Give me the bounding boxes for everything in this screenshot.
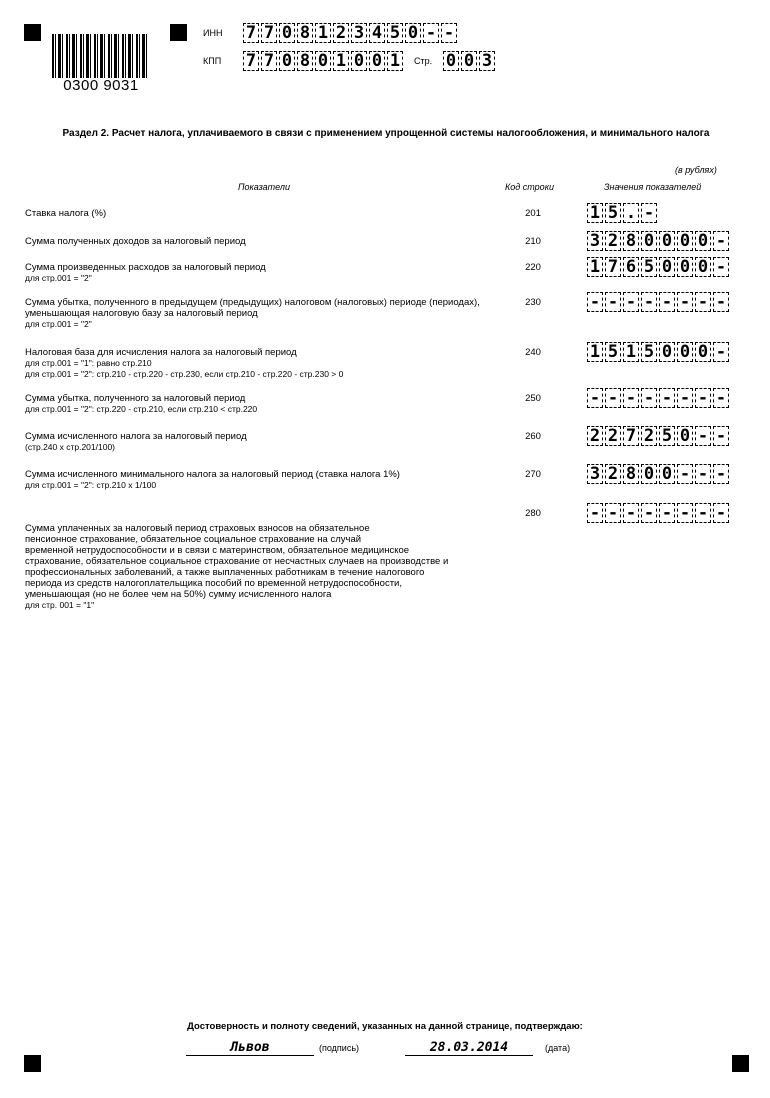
- value-cell: -: [713, 503, 729, 523]
- row-main-text: Сумма исчисленного минимального налога за налоговый период (ставка налога 1%): [25, 469, 400, 480]
- kpp-field[interactable]: [243, 51, 405, 71]
- row-280-value-field[interactable]: [587, 503, 731, 523]
- row-note-text: для стр.001 = "2": [25, 319, 92, 329]
- inn-cell: 5: [387, 23, 403, 43]
- value-cell: 0: [659, 342, 675, 362]
- value-cell: -: [713, 231, 729, 251]
- kpp-cell: 1: [333, 51, 349, 71]
- row-260-label: [25, 431, 485, 453]
- value-cell: -: [587, 503, 603, 523]
- inn-cell: 0: [405, 23, 421, 43]
- row-main-text: Сумма убытка, полученного за налоговый период: [25, 393, 246, 404]
- value-cell: -: [677, 503, 693, 523]
- kpp-cell: 0: [351, 51, 367, 71]
- value-cell: 2: [587, 426, 603, 446]
- barcode: [52, 34, 150, 80]
- inn-cell: 7: [261, 23, 277, 43]
- kpp-cell: 7: [261, 51, 277, 71]
- row-220-value-field[interactable]: [587, 257, 731, 277]
- row-code: 280: [525, 508, 541, 519]
- value-cell: -: [587, 388, 603, 408]
- section-title: Раздел 2. Расчет налога, уплачиваемого в связи с применением упрощенной системы налогообложения, и минимального налога: [62, 128, 710, 139]
- kpp-cell: 7: [243, 51, 259, 71]
- inn-cell: 7: [243, 23, 259, 43]
- kpp-cell: 0: [315, 51, 331, 71]
- units-note: (в рублях): [675, 165, 717, 175]
- row-code: 201: [525, 208, 541, 219]
- value-cell: -: [695, 388, 711, 408]
- row-201-value-field[interactable]: [587, 203, 659, 223]
- row-270-value-field[interactable]: [587, 464, 731, 484]
- value-cell: -: [587, 292, 603, 312]
- row-code: 250: [525, 393, 541, 404]
- date-field[interactable]: 28.03.2014: [405, 1040, 533, 1056]
- value-cell: 0: [677, 342, 693, 362]
- kpp-label: КПП: [203, 56, 222, 66]
- inn-cell: 8: [297, 23, 313, 43]
- value-cell: -: [623, 292, 639, 312]
- row-210-label: [25, 236, 485, 247]
- value-cell: -: [713, 292, 729, 312]
- value-cell: -: [641, 388, 657, 408]
- value-cell: 0: [659, 464, 675, 484]
- row-250-label: [25, 393, 485, 415]
- value-cell: 1: [587, 342, 603, 362]
- value-cell: .: [623, 203, 639, 223]
- row-code: 230: [525, 297, 541, 308]
- value-cell: -: [677, 464, 693, 484]
- row-250-value-field[interactable]: [587, 388, 731, 408]
- row-note-text: для стр.001 = "2": [25, 273, 92, 283]
- value-cell: 0: [659, 231, 675, 251]
- date-caption: (дата): [545, 1043, 571, 1053]
- kpp-cell: 0: [369, 51, 385, 71]
- inn-field[interactable]: [243, 23, 459, 43]
- row-270-label: [25, 469, 485, 491]
- value-cell: 7: [605, 257, 621, 277]
- value-cell: -: [605, 292, 621, 312]
- row-note-text: для стр.001 = "2": стр.210 x 1/100: [25, 480, 157, 490]
- confirmation-text: Достоверность и полноту сведений, указанных на данной странице, подтверждаю:: [187, 1021, 583, 1032]
- value-cell: 2: [605, 231, 621, 251]
- column-header-values: Значения показателей: [604, 182, 702, 192]
- value-cell: 0: [659, 257, 675, 277]
- inn-cell: -: [423, 23, 439, 43]
- value-cell: -: [695, 426, 711, 446]
- value-cell: -: [695, 464, 711, 484]
- value-cell: -: [641, 203, 657, 223]
- row-280-label: [25, 523, 485, 611]
- value-cell: -: [677, 388, 693, 408]
- value-cell: -: [659, 292, 675, 312]
- signature-field[interactable]: Львов: [186, 1040, 314, 1056]
- kpp-cell: 0: [279, 51, 295, 71]
- value-cell: 5: [641, 257, 657, 277]
- value-cell: 2: [641, 426, 657, 446]
- value-cell: 0: [641, 464, 657, 484]
- value-cell: 6: [623, 257, 639, 277]
- value-cell: 0: [677, 257, 693, 277]
- kpp-cell: 1: [387, 51, 403, 71]
- value-cell: 1: [587, 257, 603, 277]
- value-cell: 3: [587, 464, 603, 484]
- value-cell: 0: [695, 257, 711, 277]
- value-cell: 0: [677, 231, 693, 251]
- row-240-label: [25, 347, 485, 380]
- row-230-label: [25, 297, 485, 330]
- value-cell: -: [713, 257, 729, 277]
- page-cell: 0: [443, 51, 459, 71]
- page-label: Стр.: [414, 56, 433, 66]
- value-cell: -: [713, 388, 729, 408]
- value-cell: 0: [695, 231, 711, 251]
- value-cell: 2: [605, 464, 621, 484]
- barcode-number: 0300 9031: [52, 78, 150, 94]
- row-code: 270: [525, 469, 541, 480]
- value-cell: -: [641, 292, 657, 312]
- value-cell: 0: [677, 426, 693, 446]
- corner-marker-top-left: [24, 24, 41, 41]
- row-main-text: Сумма полученных доходов за налоговый период: [25, 236, 246, 247]
- row-230-value-field[interactable]: [587, 292, 731, 312]
- row-220-label: [25, 262, 485, 284]
- value-cell: 0: [695, 342, 711, 362]
- value-cell: -: [605, 503, 621, 523]
- row-201-label: [25, 208, 485, 219]
- row-main-text: Сумма произведенных расходов за налоговый период: [25, 262, 266, 273]
- row-code: 240: [525, 347, 541, 358]
- corner-marker-bottom-left: [24, 1055, 41, 1072]
- value-cell: 8: [623, 464, 639, 484]
- row-note-text: (стр.240 x стр.201/100): [25, 442, 116, 452]
- row-code: 210: [525, 236, 541, 247]
- corner-marker-bottom-right: [732, 1055, 749, 1072]
- inn-cell: 2: [333, 23, 349, 43]
- inn-cell: 3: [351, 23, 367, 43]
- value-cell: 0: [641, 231, 657, 251]
- value-cell: 5: [641, 342, 657, 362]
- value-cell: 7: [623, 426, 639, 446]
- value-cell: -: [695, 292, 711, 312]
- inn-label: ИНН: [203, 28, 223, 38]
- kpp-cell: 8: [297, 51, 313, 71]
- row-main-text: Налоговая база для исчисления налога за налоговый период: [25, 347, 297, 358]
- row-main-text: Сумма исчисленного налога за налоговый период: [25, 431, 247, 442]
- value-cell: -: [659, 388, 675, 408]
- value-cell: -: [605, 388, 621, 408]
- value-cell: -: [713, 426, 729, 446]
- row-note-text: для стр. 001 = "1": [25, 600, 95, 610]
- row-260-value-field[interactable]: [587, 426, 731, 446]
- value-cell: 3: [587, 231, 603, 251]
- row-210-value-field[interactable]: [587, 231, 731, 251]
- value-cell: 2: [605, 426, 621, 446]
- inn-cell: 1: [315, 23, 331, 43]
- corner-marker-top-right: [170, 24, 187, 41]
- inn-cell: -: [441, 23, 457, 43]
- value-cell: -: [623, 388, 639, 408]
- row-main-text: Сумма уплаченных за налоговый период страховых взносов на обязательное пенсионное страхование, обязательное социальное страхование на случай временной нетрудоспособности и в связи с материнством, обязательное медицинское страхование, обязательное социальное страхование от несчастных случаев на производстве и профессиональных заболеваний, а также выплаченных работникам в течение налогового периода из средств налогоплательщика пособий по временной нетрудоспособности, уменьшающая (но не более чем на 50%) сумму исчисленного налога: [25, 523, 449, 600]
- column-header-code: Код строки: [505, 182, 554, 192]
- column-header-indicators: Показатели: [238, 182, 290, 192]
- row-code: 260: [525, 431, 541, 442]
- value-cell: 5: [659, 426, 675, 446]
- row-main-text: Сумма убытка, полученного в предыдущем (предыдущих) налоговом (налоговых) периоде (периодах), уменьшающая налоговую базу за налоговый период: [25, 297, 480, 319]
- value-cell: -: [677, 292, 693, 312]
- value-cell: -: [659, 503, 675, 523]
- value-cell: 5: [605, 342, 621, 362]
- inn-cell: 0: [279, 23, 295, 43]
- page-cell: 0: [461, 51, 477, 71]
- value-cell: -: [713, 342, 729, 362]
- inn-cell: 4: [369, 23, 385, 43]
- value-cell: -: [695, 503, 711, 523]
- value-cell: 8: [623, 231, 639, 251]
- row-main-text: Ставка налога (%): [25, 208, 107, 219]
- signature-caption: (подпись): [319, 1043, 360, 1053]
- row-note-text: для стр.001 = "2": стр.220 - стр.210, если стр.210 < стр.220: [25, 404, 258, 414]
- value-cell: -: [713, 464, 729, 484]
- value-cell: -: [641, 503, 657, 523]
- value-cell: 5: [605, 203, 621, 223]
- value-cell: -: [623, 503, 639, 523]
- row-note-text: для стр.001 = "1": равно стр.210 для стр.001 = "2": стр.210 - стр.220 - стр.230, если стр.210 - стр.220 - стр.230 > 0: [25, 358, 344, 379]
- value-cell: 1: [623, 342, 639, 362]
- page-number-field[interactable]: [443, 51, 497, 71]
- page-cell: 3: [479, 51, 495, 71]
- row-240-value-field[interactable]: [587, 342, 731, 362]
- value-cell: 1: [587, 203, 603, 223]
- row-code: 220: [525, 262, 541, 273]
